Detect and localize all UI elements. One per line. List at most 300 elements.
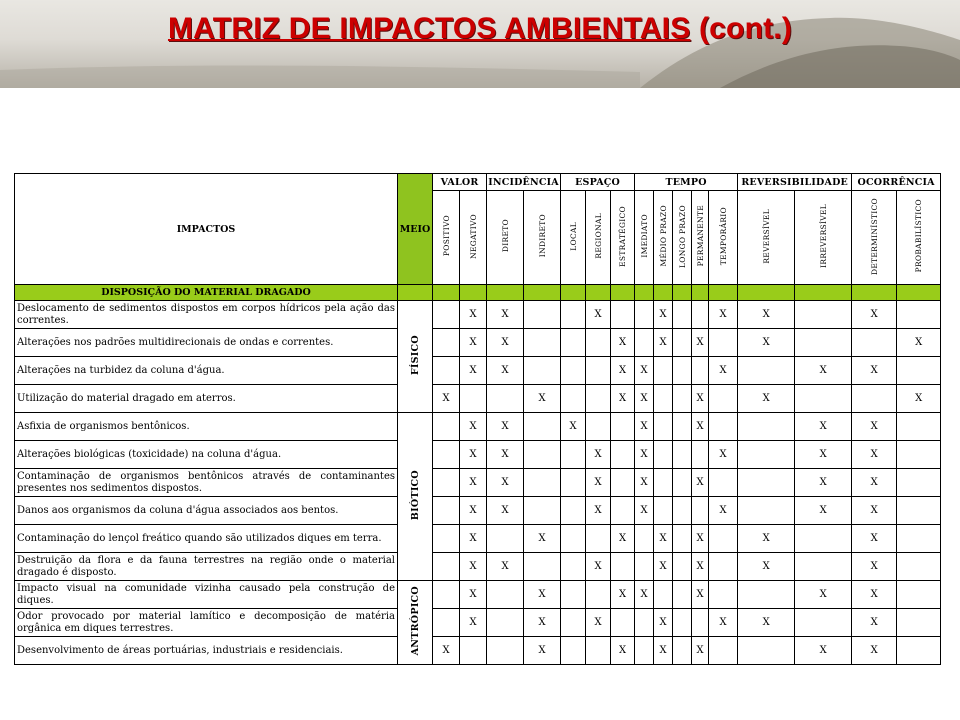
section-cell [561,285,586,301]
empty-cell [524,497,561,525]
column-header [611,191,635,285]
column-header-label: PERMANENTE [695,205,705,267]
impact-mark: X [611,637,635,665]
column-header [586,191,611,285]
column-header-label: LOCAL [568,221,578,251]
empty-cell [709,637,738,665]
impact-mark: X [635,357,654,385]
impact-mark: X [654,637,673,665]
impact-mark: X [795,357,852,385]
empty-cell [433,553,460,581]
impact-mark: X [635,413,654,441]
empty-cell [487,525,524,553]
impact-mark: X [852,497,897,525]
impact-mark: X [586,497,611,525]
impact-mark: X [852,525,897,553]
impact-mark: X [692,385,709,413]
impact-mark: X [611,385,635,413]
impact-mark: X [561,413,586,441]
table-row [15,525,941,553]
category-text: BIÓTICO [409,469,421,521]
impact-description: Destruição da flora e da fauna terrestres na região onde o material dragado é disposto. [15,553,398,581]
impact-mark: X [487,329,524,357]
group-header-espaco: ESPAÇO [561,174,635,191]
empty-cell [487,609,524,637]
impact-mark: X [692,469,709,497]
empty-cell [586,357,611,385]
column-header-label: ESTRATÉGICO [618,205,628,267]
impact-mark: X [692,525,709,553]
empty-cell [673,525,692,553]
empty-cell [673,609,692,637]
empty-cell [673,357,692,385]
table-row [15,329,941,357]
empty-cell [433,357,460,385]
impact-mark: X [635,581,654,609]
impact-description: Odor provocado por material lamítico e decomposição de matéria orgânica em diques terrestres. [15,609,398,637]
column-header-label: LONGO PRAZO [677,204,687,268]
empty-cell [795,301,852,329]
impact-mark: X [433,637,460,665]
empty-cell [561,637,586,665]
table-row [15,301,941,329]
empty-cell [561,581,586,609]
impacts-header: IMPACTOS [15,174,398,285]
impact-mark: X [692,329,709,357]
impact-mark: X [460,329,487,357]
empty-cell [635,301,654,329]
empty-cell [692,609,709,637]
empty-cell [673,581,692,609]
empty-cell [561,385,586,413]
impact-description: Alterações nos padrões multidirecionais de ondas e correntes. [15,329,398,357]
empty-cell [561,497,586,525]
empty-cell [654,385,673,413]
empty-cell [709,413,738,441]
category-text: ANTRÓPICO [409,586,421,656]
group-header-incidencia: INCIDÊNCIA [487,174,561,191]
column-header [673,191,692,285]
table-row [15,609,941,637]
impact-description: Asfixia de organismos bentônicos. [15,413,398,441]
empty-cell [586,413,611,441]
impact-mark: X [635,497,654,525]
impact-mark: X [852,413,897,441]
empty-cell [654,357,673,385]
empty-cell [586,637,611,665]
section-cell [852,285,897,301]
impact-mark: X [460,357,487,385]
empty-cell [795,329,852,357]
empty-cell [561,329,586,357]
impact-mark: X [635,441,654,469]
impact-mark: X [738,385,795,413]
impact-mark: X [709,441,738,469]
empty-cell [709,385,738,413]
empty-cell [692,497,709,525]
impact-mark: X [795,413,852,441]
empty-cell [561,469,586,497]
empty-cell [673,413,692,441]
meio-header: MEIO [398,174,433,285]
section-cell [709,285,738,301]
empty-cell [561,525,586,553]
empty-cell [561,609,586,637]
table-row [15,413,941,441]
impact-mark: X [611,357,635,385]
title-main: MATRIZ DE IMPACTOS AMBIENTAIS [167,12,691,45]
column-header-label: IMEDIATO [639,214,649,258]
impact-mark: X [709,357,738,385]
empty-cell [897,581,941,609]
impact-mark: X [709,497,738,525]
impact-mark: X [852,637,897,665]
impact-mark: X [852,301,897,329]
section-cell [433,285,460,301]
column-header [897,191,941,285]
empty-cell [433,581,460,609]
empty-cell [524,329,561,357]
impact-mark: X [738,329,795,357]
empty-cell [635,329,654,357]
category-label [398,581,433,665]
empty-cell [611,469,635,497]
section-cell [738,285,795,301]
empty-cell [897,469,941,497]
impact-mark: X [852,469,897,497]
title-suffix: (cont.) [698,12,793,45]
column-header-label: REVERSÍVEL [761,208,771,264]
column-header [852,191,897,285]
column-header [709,191,738,285]
column-header-label: PROBABILÍSTICO [914,199,924,273]
section-cell [398,285,433,301]
impact-mark: X [586,441,611,469]
impact-mark: X [524,385,561,413]
section-cell [897,285,941,301]
empty-cell [654,413,673,441]
empty-cell [738,497,795,525]
section-cell [487,285,524,301]
empty-cell [738,357,795,385]
section-cell [654,285,673,301]
impact-mark: X [635,469,654,497]
column-header [795,191,852,285]
column-header-label: MÉDIO PRAZO [658,205,668,267]
empty-cell [738,469,795,497]
impact-mark: X [692,413,709,441]
table-row [15,357,941,385]
empty-cell [897,301,941,329]
empty-cell [460,385,487,413]
empty-cell [852,329,897,357]
empty-cell [433,413,460,441]
impact-description: Utilização do material dragado em aterros. [15,385,398,413]
group-header-tempo: TEMPO [635,174,738,191]
column-header-label: POSITIVO [441,215,451,257]
empty-cell [635,637,654,665]
impact-mark: X [487,413,524,441]
empty-cell [611,301,635,329]
empty-cell [673,553,692,581]
impact-mark: X [460,301,487,329]
table-row [15,637,941,665]
column-header [738,191,795,285]
impact-mark: X [654,301,673,329]
empty-cell [897,609,941,637]
table-row [15,385,941,413]
empty-cell [692,301,709,329]
impact-mark: X [738,609,795,637]
empty-cell [524,413,561,441]
empty-cell [433,329,460,357]
impact-mark: X [654,609,673,637]
column-header [561,191,586,285]
impact-mark: X [433,385,460,413]
section-title: DISPOSIÇÃO DO MATERIAL DRAGADO [15,285,398,301]
header-banner [0,0,960,88]
page-title [0,12,960,46]
empty-cell [673,441,692,469]
impact-mark: X [709,609,738,637]
empty-cell [433,301,460,329]
empty-cell [795,609,852,637]
section-cell [460,285,487,301]
empty-cell [692,357,709,385]
impact-mark: X [795,441,852,469]
impact-mark: X [487,469,524,497]
empty-cell [738,441,795,469]
impact-mark: X [487,497,524,525]
column-header [524,191,561,285]
impact-mark: X [897,329,941,357]
empty-cell [654,441,673,469]
impact-description: Deslocamento de sedimentos dispostos em corpos hídricos pela ação das correntes. [15,301,398,329]
empty-cell [487,385,524,413]
empty-cell [654,469,673,497]
impact-mark: X [611,581,635,609]
impact-mark: X [611,525,635,553]
impact-mark: X [692,553,709,581]
impact-description: Alterações biológicas (toxicidade) na coluna d'água. [15,441,398,469]
impact-mark: X [795,637,852,665]
section-cell [524,285,561,301]
empty-cell [897,553,941,581]
empty-cell [709,525,738,553]
category-label [398,413,433,581]
column-header-label: DETERMINÍSTICO [869,197,879,275]
empty-cell [586,525,611,553]
impact-mark: X [654,329,673,357]
empty-cell [487,581,524,609]
impact-matrix-table [14,173,941,665]
column-header-label: DIRETO [500,219,510,253]
empty-cell [611,441,635,469]
empty-cell [561,441,586,469]
impact-mark: X [611,329,635,357]
empty-cell [673,469,692,497]
empty-cell [524,441,561,469]
impact-mark: X [852,441,897,469]
empty-cell [673,637,692,665]
column-header-label: NEGATIVO [468,213,478,259]
impact-mark: X [654,525,673,553]
impact-mark: X [709,301,738,329]
empty-cell [897,497,941,525]
empty-cell [692,441,709,469]
impact-mark: X [586,469,611,497]
impact-mark: X [795,469,852,497]
section-cell [586,285,611,301]
column-header [487,191,524,285]
category-label [398,301,433,413]
impact-mark: X [487,441,524,469]
empty-cell [561,357,586,385]
impact-mark: X [738,525,795,553]
empty-cell [487,637,524,665]
table-row [15,581,941,609]
table-row [15,553,941,581]
empty-cell [795,525,852,553]
impact-mark: X [692,637,709,665]
impact-mark: X [460,413,487,441]
empty-cell [611,497,635,525]
section-row [15,285,941,301]
impact-mark: X [635,385,654,413]
impact-mark: X [692,581,709,609]
empty-cell [524,469,561,497]
impact-mark: X [738,301,795,329]
impact-mark: X [487,357,524,385]
impact-mark: X [852,609,897,637]
empty-cell [738,637,795,665]
column-header-label: IRREVERSÍVEL [818,204,828,268]
empty-cell [433,469,460,497]
empty-cell [738,581,795,609]
impact-mark: X [738,553,795,581]
impact-mark: X [524,637,561,665]
impact-mark: X [524,525,561,553]
section-cell [795,285,852,301]
empty-cell [611,553,635,581]
category-text: FÍSICO [409,334,421,376]
impact-mark: X [586,609,611,637]
empty-cell [795,385,852,413]
impact-mark: X [524,581,561,609]
group-header-reversibilidade: REVERSIBILIDADE [738,174,852,191]
table-row [15,469,941,497]
column-header [654,191,673,285]
impact-mark: X [460,553,487,581]
empty-cell [433,441,460,469]
section-cell [673,285,692,301]
empty-cell [586,329,611,357]
group-header-valor: VALOR [433,174,487,191]
empty-cell [433,525,460,553]
empty-cell [897,413,941,441]
empty-cell [897,637,941,665]
impact-mark: X [654,553,673,581]
section-cell [611,285,635,301]
empty-cell [635,553,654,581]
empty-cell [586,385,611,413]
empty-cell [709,329,738,357]
empty-cell [673,329,692,357]
empty-cell [709,581,738,609]
table-row [15,497,941,525]
column-header-label: INDIRETO [537,214,547,258]
impact-mark: X [460,525,487,553]
empty-cell [852,385,897,413]
impact-mark: X [852,553,897,581]
impact-mark: X [460,441,487,469]
impact-mark: X [487,301,524,329]
impact-description: Desenvolvimento de áreas portuárias, industriais e residenciais. [15,637,398,665]
impact-mark: X [460,497,487,525]
empty-cell [433,609,460,637]
impact-mark: X [586,553,611,581]
empty-cell [611,609,635,637]
column-header [460,191,487,285]
empty-cell [561,553,586,581]
table-row [15,441,941,469]
column-header [635,191,654,285]
column-header [433,191,460,285]
empty-cell [654,497,673,525]
empty-cell [460,637,487,665]
impact-mark: X [460,609,487,637]
empty-cell [897,357,941,385]
impact-mark: X [795,581,852,609]
empty-cell [586,581,611,609]
empty-cell [897,525,941,553]
impact-mark: X [795,497,852,525]
impact-description: Alterações na turbidez da coluna d'água. [15,357,398,385]
empty-cell [795,553,852,581]
empty-cell [635,525,654,553]
impact-mark: X [487,553,524,581]
impact-mark: X [460,581,487,609]
impact-mark: X [586,301,611,329]
empty-cell [611,413,635,441]
impact-mark: X [524,609,561,637]
impact-description: Impacto visual na comunidade vizinha causado pela construção de diques. [15,581,398,609]
empty-cell [709,553,738,581]
empty-cell [635,609,654,637]
impact-description: Danos aos organismos da coluna d'água associados aos bentos. [15,497,398,525]
empty-cell [673,301,692,329]
impact-mark: X [460,469,487,497]
column-header-label: TEMPORÁRIO [718,206,728,266]
column-header [692,191,709,285]
section-cell [692,285,709,301]
empty-cell [673,385,692,413]
empty-cell [433,497,460,525]
empty-cell [709,469,738,497]
empty-cell [524,357,561,385]
impact-mark: X [897,385,941,413]
empty-cell [673,497,692,525]
empty-cell [738,413,795,441]
empty-cell [561,301,586,329]
impact-mark: X [852,357,897,385]
empty-cell [654,581,673,609]
empty-cell [897,441,941,469]
impact-description: Contaminação do lençol freático quando são utilizados diques em terra. [15,525,398,553]
group-header-ocorrencia: OCORRÊNCIA [852,174,941,191]
empty-cell [524,301,561,329]
column-header-label: REGIONAL [593,213,603,259]
